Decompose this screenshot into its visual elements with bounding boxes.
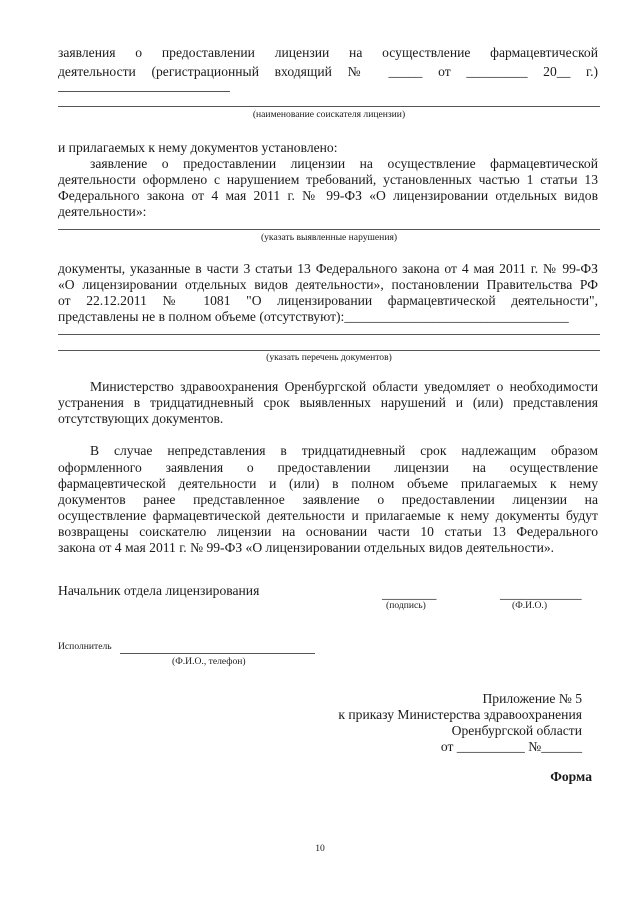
para4-line-4: документов ранее представленное заявление о предоставлении лицензии на bbox=[58, 492, 598, 507]
para2-line-2: «О лицензировании отдельных видов деятельности», постановлении Правительства РФ bbox=[58, 277, 598, 292]
caption-name: (Ф.И.О.) bbox=[512, 600, 548, 611]
para4-line-5: осуществление фармацевтической деятельности и прилагаемые к нему документы будут bbox=[58, 508, 598, 523]
blank-line bbox=[58, 91, 230, 92]
caption-applicant: (наименование соискателя лицензии) bbox=[252, 109, 406, 120]
signature-head: Начальник отдела лицензирования bbox=[58, 583, 260, 598]
caption-violations: (указать выявленные нарушения) bbox=[260, 232, 398, 243]
para1-line-5: деятельности»: bbox=[58, 204, 147, 219]
violations-line bbox=[58, 229, 600, 230]
para3-line-3: отсутствующих документов. bbox=[58, 411, 224, 426]
appendix-line-4: от __________ №______ bbox=[440, 739, 582, 754]
name-blank: ____________ bbox=[500, 586, 582, 601]
docs-line-2 bbox=[58, 350, 600, 351]
para4-line-3: фармацевтической деятельности и (или) в полном объеме прилагаемых к нему bbox=[58, 476, 598, 491]
para1-line-4: Федерального закона от 4 мая 2011 г. № 99-ФЗ «О лицензировании отдельных видов bbox=[58, 188, 598, 203]
caption-sign: (подпись) bbox=[386, 600, 426, 611]
para2-line-3: от 22.12.2011 № 1081 "О лицензировании фармацевтической деятельности", bbox=[58, 293, 598, 308]
applicant-line bbox=[58, 106, 600, 107]
para1-line-1: и прилагаемых к нему документов установлено: bbox=[58, 140, 338, 155]
page-number: 10 bbox=[315, 843, 325, 854]
para4-line-1: В случае непредставления в тридцатидневный срок надлежащим образом bbox=[90, 443, 598, 458]
sign-blank: ________ bbox=[382, 586, 437, 601]
appendix-line-3: Оренбургской области bbox=[451, 723, 582, 738]
para3-line-2: устранения в тридцатидневный срок выявленных нарушений и (или) представления bbox=[58, 395, 598, 410]
para3-line-1: Министерство здравоохранения Оренбургской области уведомляет о необходимости bbox=[90, 379, 598, 394]
para4-line-7: закона от 4 мая 2011 г. № 99-ФЗ «О лицензировании отдельных видов деятельности». bbox=[58, 540, 555, 555]
para2-line-4: представлены не в полном объеме (отсутствуют):_________________________________ bbox=[58, 309, 569, 324]
para4-line-6: возвращены соискателю лицензии на основании части 10 статьи 13 Федерального bbox=[58, 524, 598, 539]
form-label: Форма bbox=[550, 769, 592, 784]
caption-docs: (указать перечень документов) bbox=[266, 352, 392, 363]
executor-label: Исполнитель bbox=[58, 641, 112, 652]
appendix-line-1: Приложение № 5 bbox=[482, 691, 582, 706]
para1-line-3: деятельности оформлено с нарушением требований, установленных частью 1 статьи 13 bbox=[58, 172, 598, 187]
executor-line bbox=[120, 653, 315, 654]
appendix-line-2: к приказу Министерства здравоохранения bbox=[338, 707, 582, 722]
docs-line-1 bbox=[58, 334, 600, 335]
executor-caption: (Ф.И.О., телефон) bbox=[172, 656, 246, 667]
top-line-1: заявления о предоставлении лицензии на осуществление фармацевтической bbox=[58, 45, 598, 60]
para4-line-2: оформленного заявления о предоставлении лицензии на осуществление bbox=[58, 460, 598, 475]
top-line-2: деятельности (регистрационный входящий № _____ от _________ 20__ г.) bbox=[58, 64, 598, 79]
para2-line-1: документы, указанные в части 3 статьи 13 Федерального закона от 4 мая 2011 г. № 99-ФЗ bbox=[58, 261, 598, 276]
para1-line-2: заявление о предоставлении лицензии на осуществление фармацевтической bbox=[90, 156, 598, 171]
